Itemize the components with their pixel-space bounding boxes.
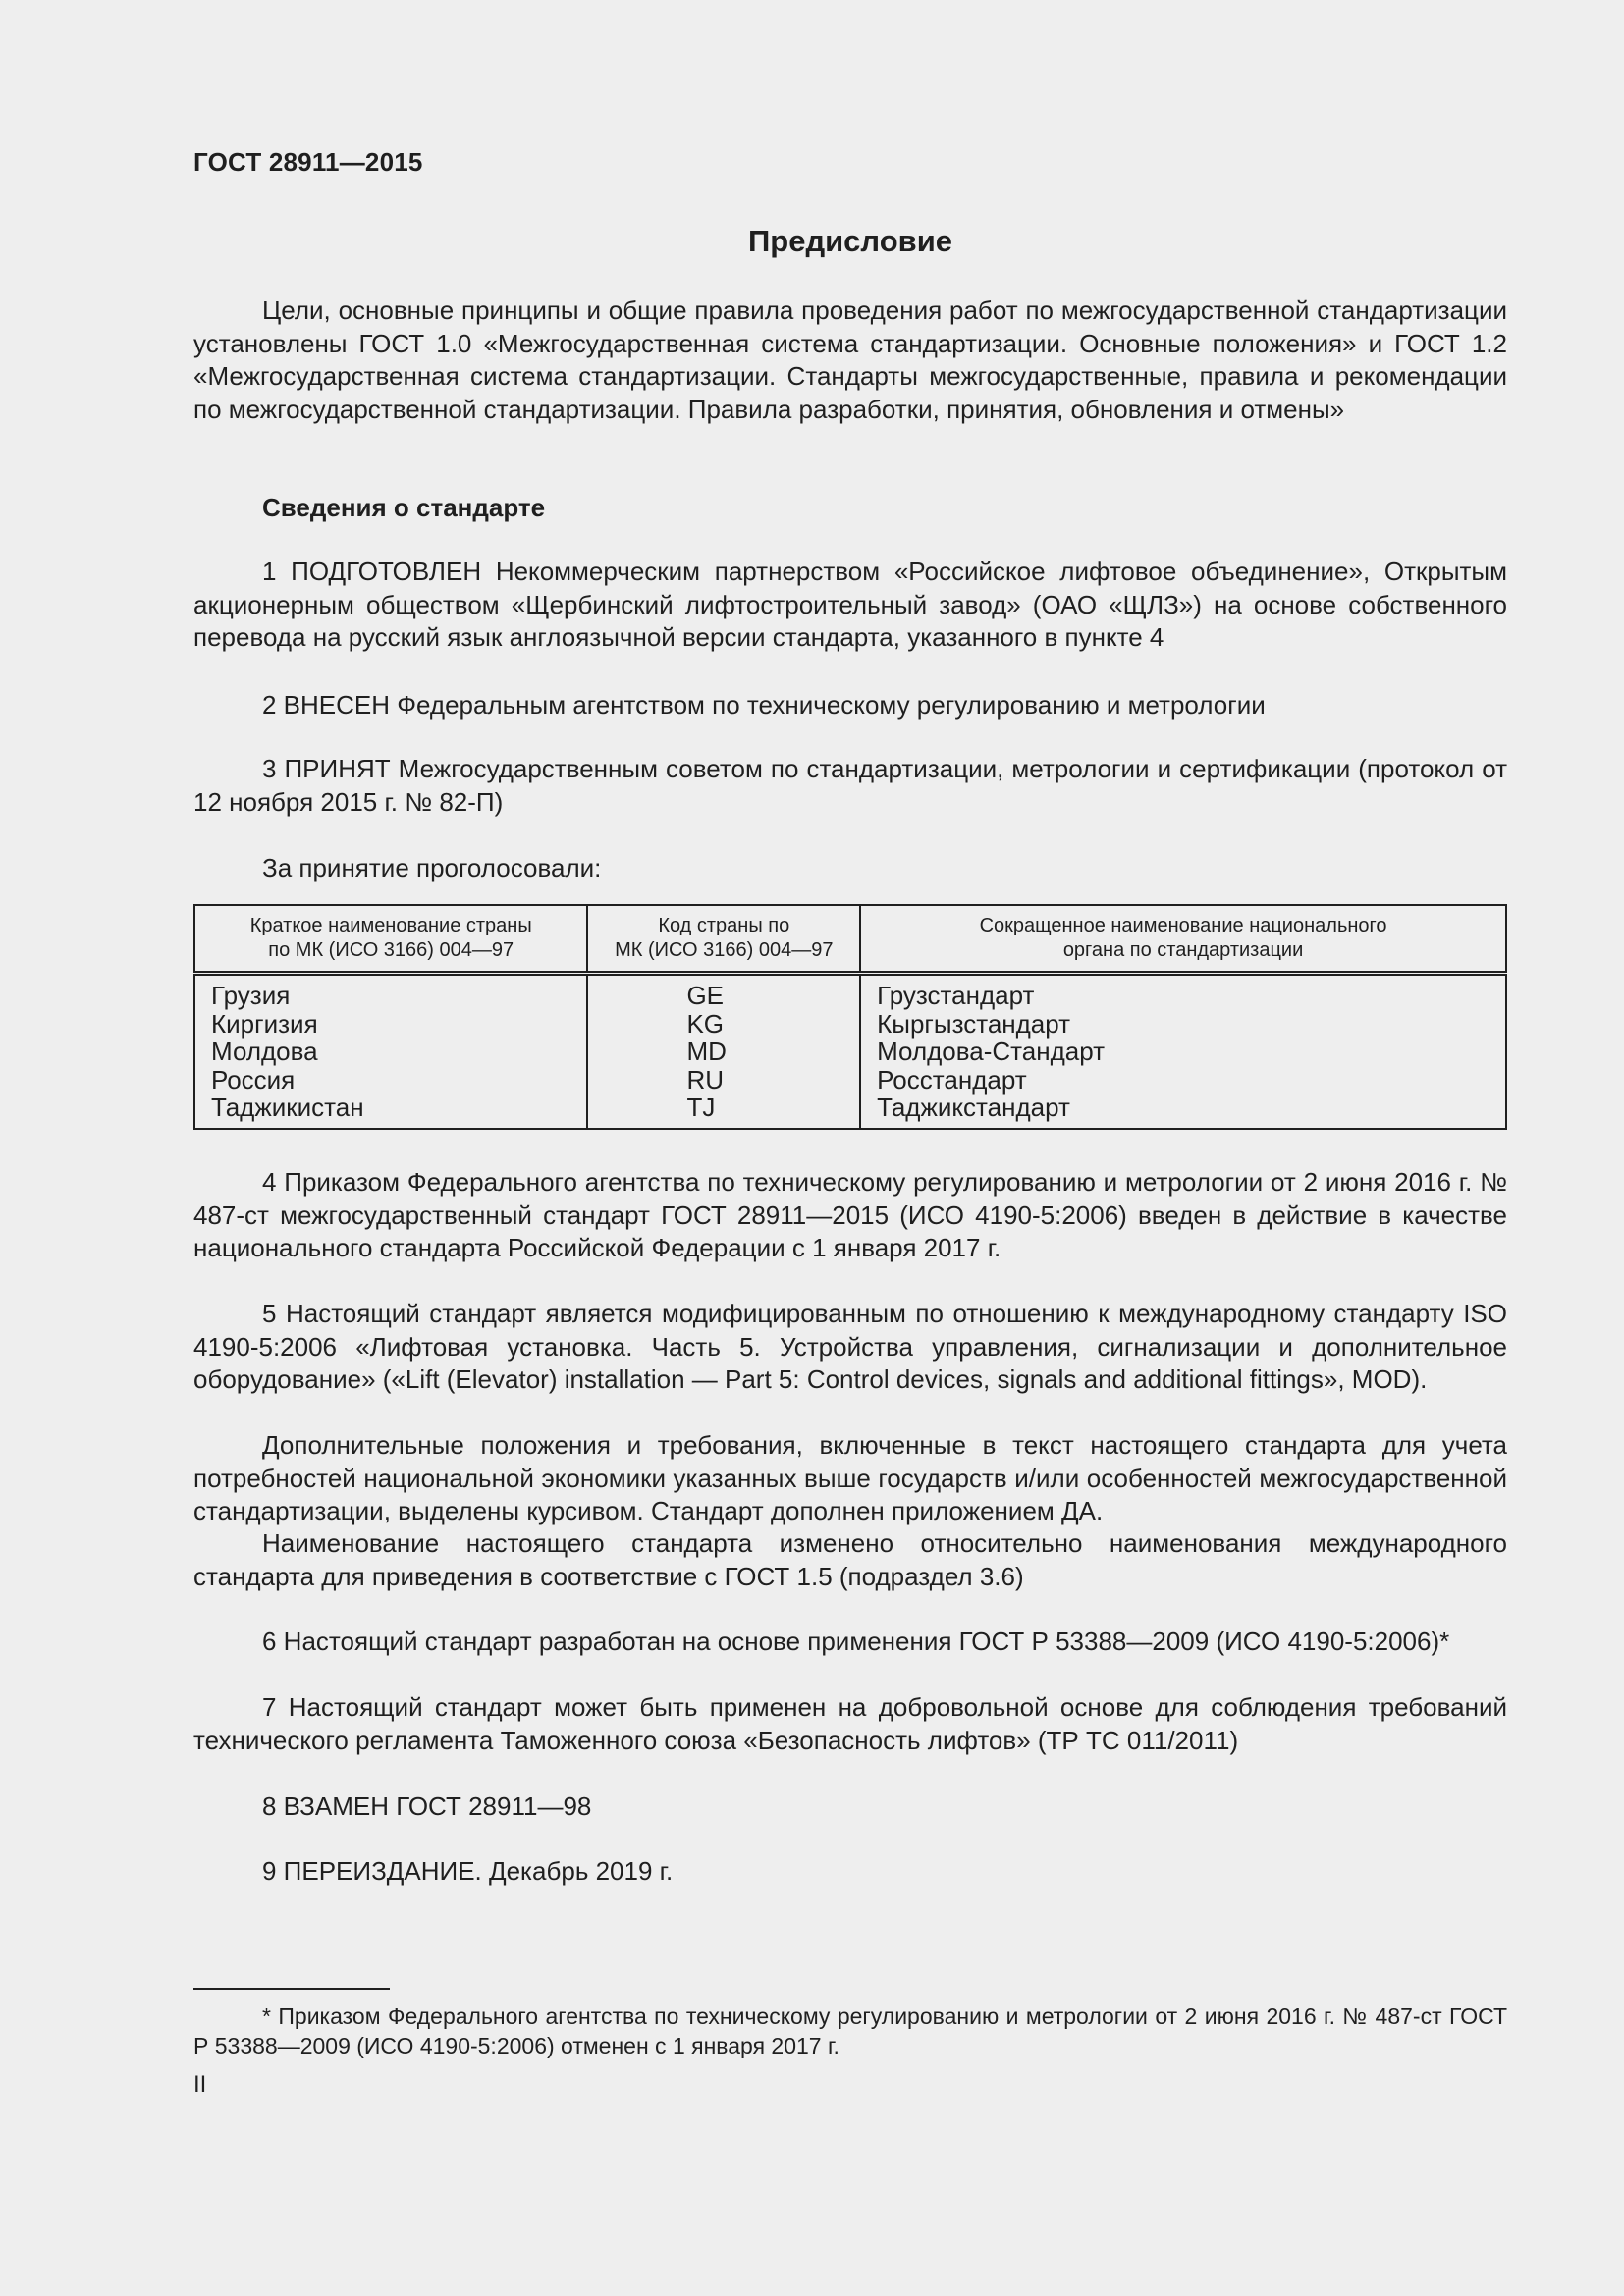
code-list [587,974,860,1129]
header-code-line2: МК (ИСО 3166) 004—97 [615,939,834,961]
header-body-line2: органа по стандартизации [1062,939,1304,961]
country-code: GE [686,981,725,1010]
standards-body: Росстандарт [877,1064,1027,1095]
item-5-additional-paragraph: Дополнительные положения и требования, включенные в текст настоящего стандарта для учета потребностей национальной экономики указанных выше государств и/или особенностей межгосударственной стандартизации, выделены курсивом. Стандарт дополнен приложением ДА. [193,1430,1507,1525]
intro-paragraph: Цели, основные принципы и общие правила проведения работ по межгосударственной стандартизации установлены ГОСТ 1.0 «Межгосударственная система стандартизации. Основные положения» и ГОСТ 1.2 «Межгосударственная система стандартизации. Стандарты межгосударственные, правила и рекомендации по межгосударственной стандартизации. Правила разработки, принятия, обновления и отмены» [193,295,1507,424]
country-code: KG [686,1008,725,1039]
standards-body-list [860,974,1506,1129]
header-code-line1: Код страны по [658,915,790,936]
item-9-paragraph: 9 ПЕРЕИЗДАНИЕ. Декабрь 2019 г. [262,1856,674,1886]
country-name: Россия [211,1064,296,1095]
header-country-line2: по МК (ИСО 3166) 004—97 [268,939,514,961]
item-2-paragraph: 2 ВНЕСЕН Федеральным агентством по техническому регулированию и метрологии [262,690,1266,720]
header-code [587,905,860,974]
country-code: MD [686,1037,727,1067]
standards-body: Кыргызстандарт [877,1008,1071,1039]
voted-label: За принятие проголосовали: [262,853,602,882]
item-8-paragraph: 8 ВЗАМЕН ГОСТ 28911—98 [262,1791,592,1821]
standards-body: Грузстандарт [877,981,1035,1010]
country-code: TJ [686,1093,716,1123]
header-country [194,905,587,974]
section-heading: Сведения о стандарте [262,493,546,522]
footnote-divider [193,1988,390,1990]
country-list [194,974,587,1129]
item-5-name-change-paragraph: Наименование настоящего стандарта изменено относительно наименования международного стандарта для приведения в соответствие с ГОСТ 1.5 (подраздел 3.6) [193,1528,1507,1591]
header-body-line1: Сокращенное наименование национального [979,915,1387,936]
country-name: Грузия [211,981,291,1010]
standards-body: Таджикстандарт [877,1093,1070,1123]
item-7-paragraph: 7 Настоящий стандарт может быть применен на добровольной основе для соблюдения требований технического регламента Таможенного союза «Безопасность лифтов» (ТР ТС 011/2011) [193,1692,1507,1755]
country-name: Киргизия [211,1008,318,1039]
item-3-paragraph: 3 ПРИНЯТ Межгосударственным советом по стандартизации, метрологии и сертификации (протокол от 12 ноября 2015 г. № 82-П) [193,754,1507,817]
page-title: Предисловие [747,224,952,258]
item-5-paragraph: 5 Настоящий стандарт является модифицированным по отношению к международному стандарту ISO 4190-5:2006 «Лифтовая установка. Часть 5. Устройства управления, сигнализации и дополнительное оборудование» («Lift (Elevator) installation — Part 5: Control devices, signals and additional fittings», MOD). [193,1299,1507,1394]
table-body-row [194,974,1506,1129]
header-country-line1: Краткое наименование страны [249,915,532,936]
country-name: Таджикистан [211,1093,364,1123]
voting-countries-table [193,904,1507,1130]
item-1-paragraph: 1 ПОДГОТОВЛЕН Некоммерческим партнерством «Российское лифтовое объединение», Открытым акционерным обществом «Щербинский лифтостроительный завод» (ОАО «ЩЛЗ») на основе собственного перевода на русский язык англоязычной версии стандарта, указанного в пункте 4 [193,557,1507,652]
document-code-header: ГОСТ 28911—2015 [193,147,423,177]
header-body [860,905,1506,974]
item-4-paragraph: 4 Приказом Федерального агентства по техническому регулированию и метрологии от 2 июня 2016 г. № 487-ст межгосударственный стандарт ГОСТ 28911—2015 (ИСО 4190-5:2006) введен в действие в качестве национального стандарта Российской Федерации с 1 января 2017 г. [193,1167,1507,1262]
table-header-row [194,905,1506,974]
country-name: Молдова [211,1037,318,1067]
footnote: * Приказом Федерального агентства по техническому регулированию и метрологии от 2 июня 2016 г. № 487-ст ГОСТ Р 53388—2009 (ИСО 4190-5:2006) отменен с 1 января 2017 г. [193,2003,1507,2058]
page-number: II [193,2071,207,2098]
item-6-paragraph: 6 Настоящий стандарт разработан на основе применения ГОСТ Р 53388—2009 (ИСО 4190-5:2006)* [262,1627,1450,1656]
country-code: RU [686,1064,724,1095]
standards-body: Молдова-Стандарт [877,1037,1106,1067]
